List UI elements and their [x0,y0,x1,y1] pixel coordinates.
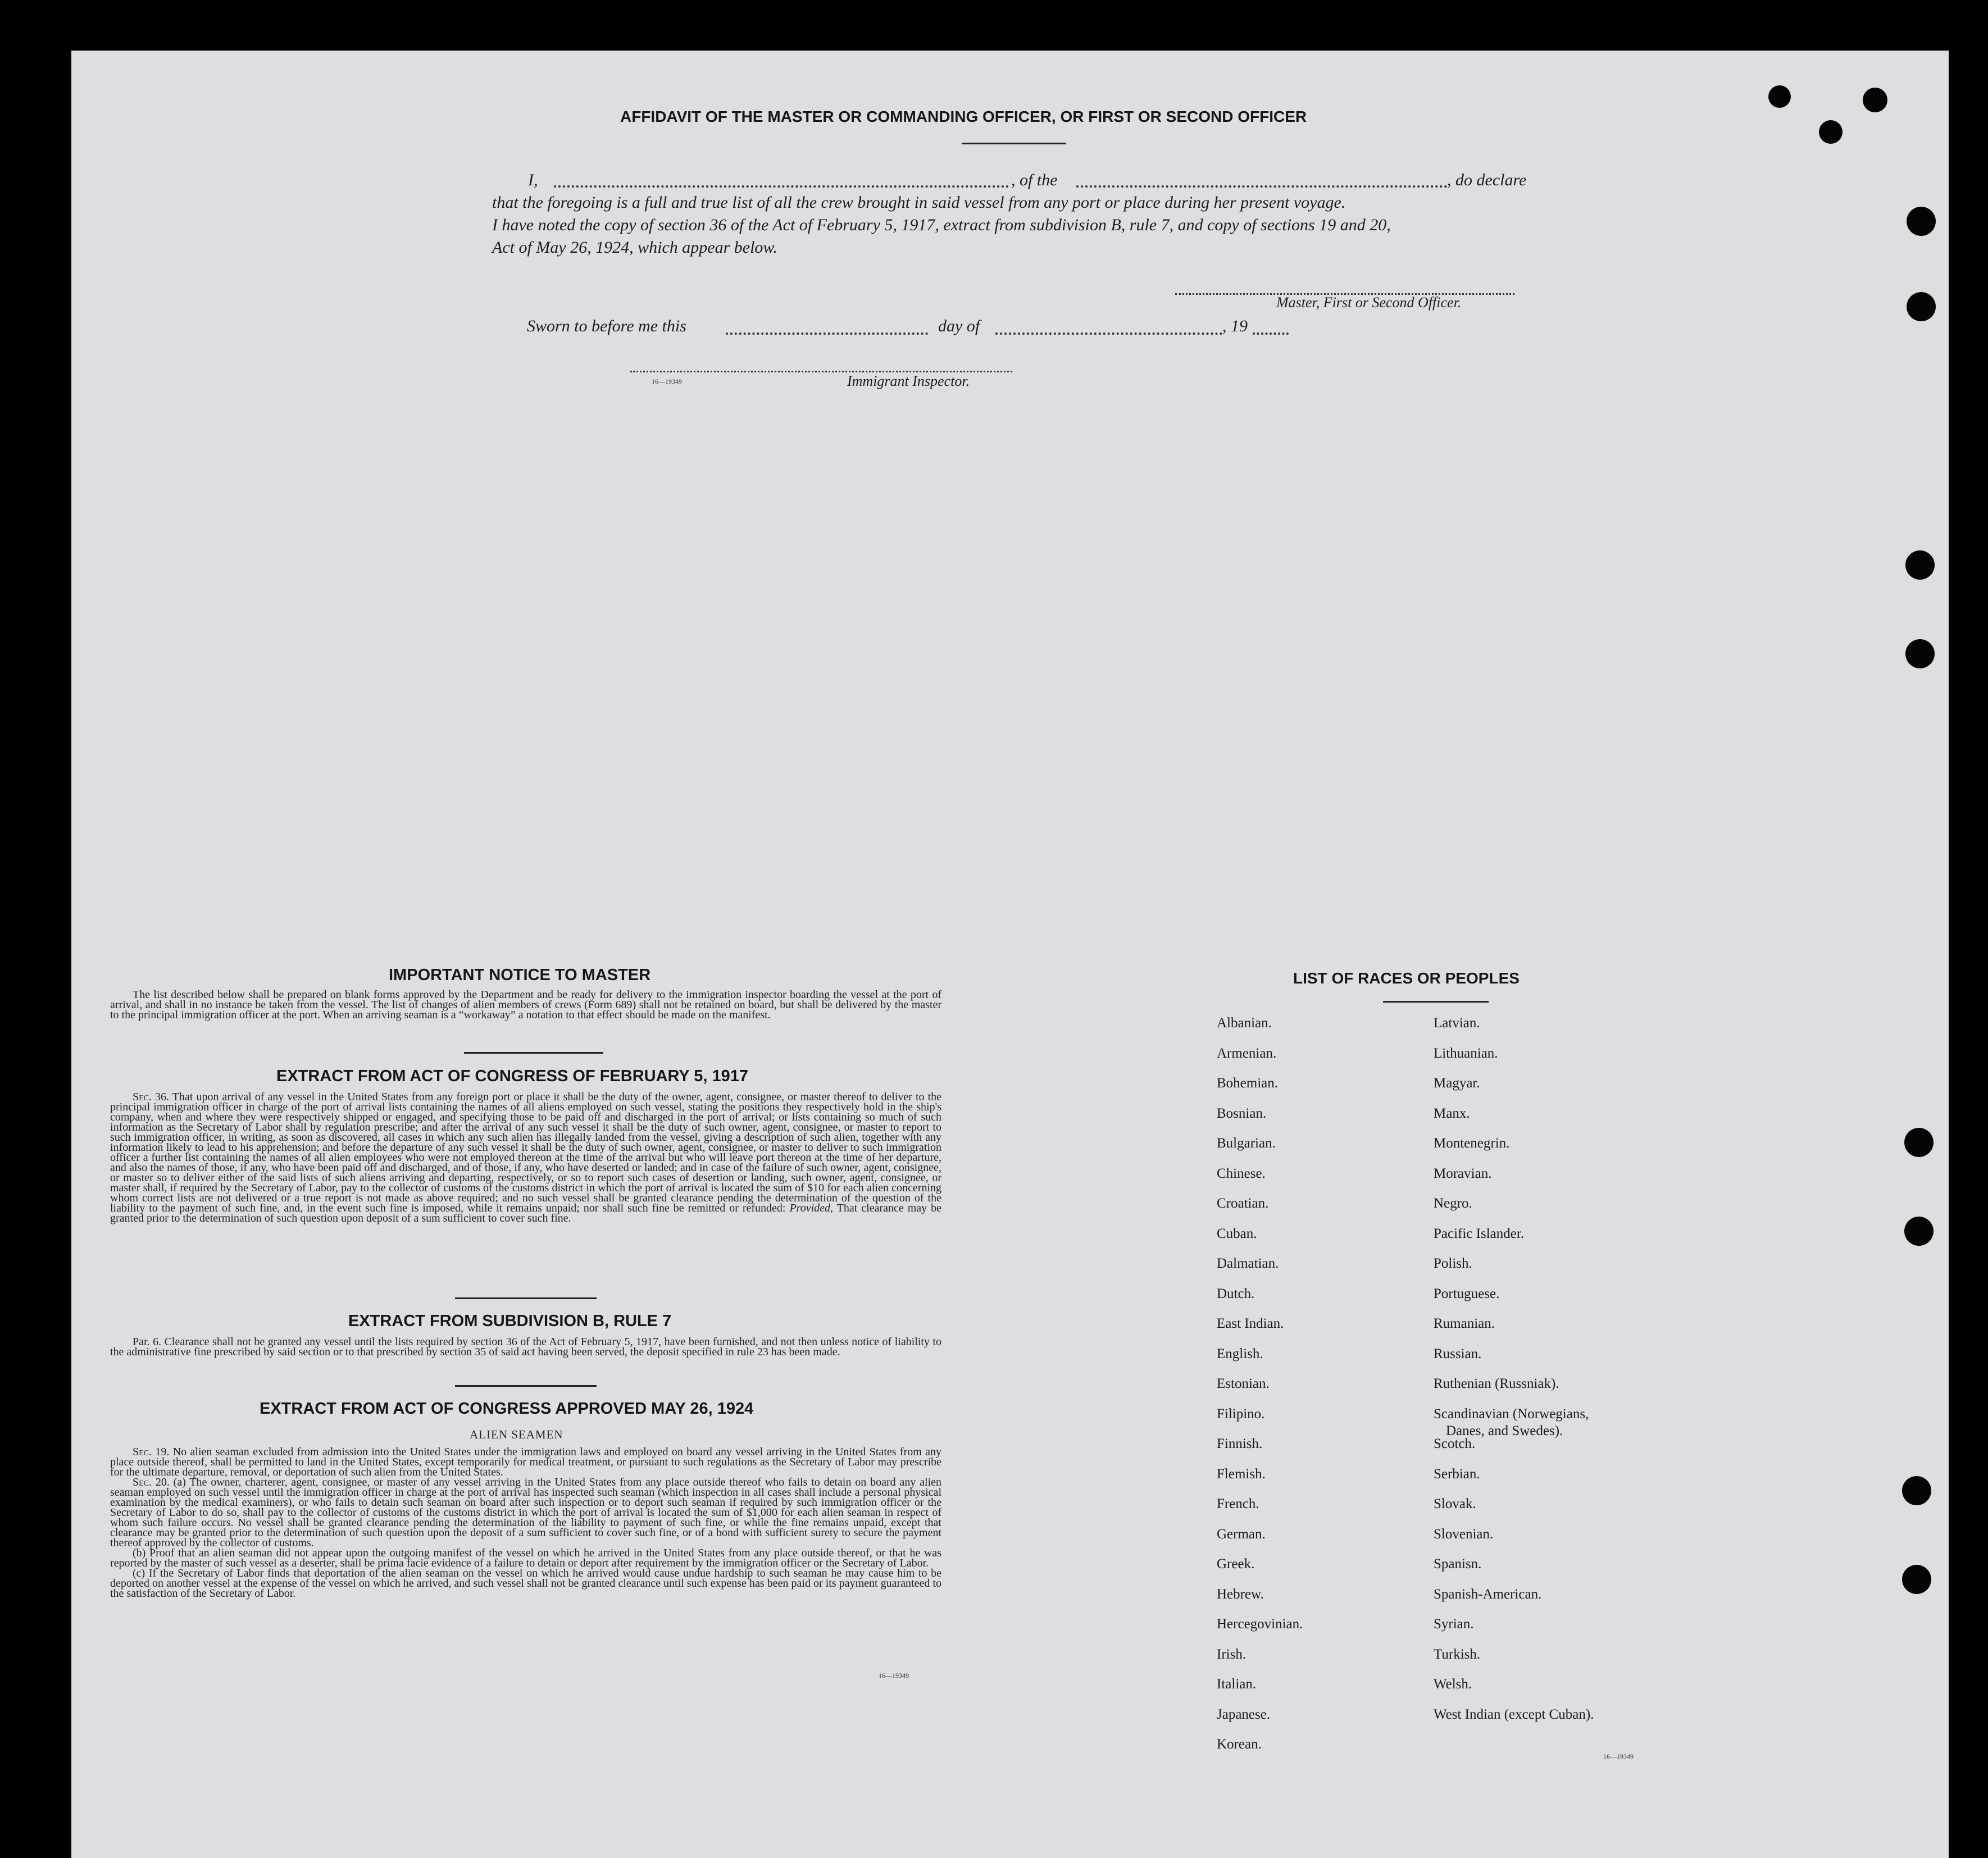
affidavit-form-number: 16—19349 [652,377,682,385]
binder-hole [1768,85,1791,108]
affidavit-line-3: I have noted the copy of section 36 of the Act of February 5, 1917, extract from subdivision B, rule 7, and copy of sections 19 and 20, [492,216,1391,234]
binder-hole [1905,639,1935,668]
binder-hole [1907,207,1936,236]
sec-36-label: Sec. 36. [133,1091,170,1103]
race-item: Albanian. [1217,1015,1272,1031]
sec-19-label: Sec. 19. [133,1446,170,1458]
races-form-number: 16—19349 [1603,1752,1634,1760]
binder-hole [1905,550,1935,580]
race-item: Syrian. [1434,1616,1474,1632]
of-the-label: , of the [1011,171,1058,189]
race-item: Welsh. [1434,1677,1472,1692]
day-of-label: day of [938,317,980,335]
binder-hole [1902,1565,1931,1594]
sec-19-text: No alien seaman excluded from admission into the United States under the immigration laws and employed on board any vessel arriving in the United States from any place outside thereof, shall be permitted to land in the United States, except temporarily for medical treatment, or pursuant to such regulations as the Secretary of Labor may prescribe for the ultimate departure, removal, or deportation of such alien from the United States. [110,1446,941,1478]
extract-rule7-title: EXTRACT FROM SUBDIVISION B, RULE 7 [348,1312,672,1330]
race-item: Scotch. [1434,1436,1476,1451]
race-item: Filipino. [1217,1406,1265,1422]
race-item: Slovak. [1434,1496,1476,1511]
notice-text: The list described below shall be prepared on blank forms approved by the Department and be ready for delivery to the immigration inspector boarding the vessel at the port of arrival, and shall in no instance be taken from the vessel. The list of changes of alien members of crews (Form 689) shall not be retained on board, but shall be delivered by the master to the principal immigration officer at the port. When an arriving seaman is a “workaway” a notation to that effect should be made on the manifest. [110,989,941,1021]
year-blank[interactable] [1253,333,1289,335]
race-item: Hercegovinian. [1217,1616,1303,1632]
notice-body [110,990,941,1020]
binder-hole [1819,120,1843,144]
race-item: Dutch. [1217,1286,1255,1301]
race-item: German. [1217,1527,1266,1542]
race-item: Scandinavian (Norwegians, [1434,1406,1589,1422]
race-item: Montenegrin. [1434,1136,1510,1151]
race-item: Pacific Islander. [1434,1226,1525,1241]
alien-seamen-subtitle: ALIEN SEAMEN [470,1428,563,1441]
race-item: East Indian. [1217,1316,1284,1331]
binder-hole [1904,1217,1934,1246]
binder-hole [1902,1476,1931,1505]
race-item: Rumanian. [1434,1316,1495,1331]
race-item: Hebrew. [1217,1587,1264,1602]
race-item: Manx. [1434,1106,1470,1121]
race-item: Chinese. [1217,1166,1266,1181]
name-blank[interactable] [554,185,1009,188]
race-item: Negro. [1434,1196,1472,1211]
race-item: West Indian (except Cuban). [1434,1707,1594,1722]
sec-20b-text: (b) Proof that an alien seaman did not appear upon the outgoing manifest of the vessel on which he arrived in the United States from any place outside thereof, or that he was reported by the master of such vessel as a deserter, shall be prima facie evidence of a failure to detain or deport after requirement by the immigration officer or the Secretary of Labor. [110,1547,941,1569]
race-item: Bosnian. [1217,1106,1267,1121]
section-divider [455,1297,597,1299]
race-item: Bulgarian. [1217,1136,1276,1151]
signature-label: Master, First or Second Officer. [1276,294,1462,311]
provided-label: Provided, [789,1202,834,1214]
race-item: Spanisn. [1434,1556,1482,1572]
sec-36-text: That upon arrival of any vessel in the United States from any foreign port or place it shall be the duty of the owner, agent, consignee, or master thereof to deliver to the principal immigration officer in charge of the port of arrival lists containing the names of all aliens employed on such vessel, stating the positions they respectively hold in the ship's company, when and where they were respectively shipped or engaged, and specifying those to be paid off and discharged in the port of arrival; or lists containing so much of such information as the Secretary of Labor shall by regulation prescribe; and after the arrival of any such vessel it shall be the duty of such owner, agent, consignee, or master to report to such immigration officer, in writing, as soon as discovered, all cases in which any such alien has illegally landed from the vessel, giving a description of such alien, together with any information likely to lead to his apprehension; and before the departure of any such vessel it shall be the duty of such owner, agent, consignee, or master to deliver to such immigration officer a further list containing the names of all alien employees who were not employed thereon at the time of the arrival but who will leave port thereon at the time of her departure, and also the names of those, if any, who have been paid off and discharged, and of those, if any, who have deserted or landed; and in case of the failure of such owner, agent, consignee, or master so to deliver either of the said lists of such aliens arriving and departing, respectively, or so to report such cases of desertion or landing, such owner, agent, consignee, or master shall, if required by the Secretary of Labor, pay to the collector of customs of the customs district in which the port of arrival is located the sum of $10 for each alien concerning whom correct lists are not delivered or a true report is not made as above required; and no such vessel shall be granted clearance pending the determination of the question of the liability to the payment of such fine, and, in the event such fine is imposed, while it remains unpaid; nor shall such fine be remitted or refunded: [110,1091,942,1214]
race-item: Croatian. [1217,1196,1269,1211]
extract-1917-body [110,1092,941,1223]
sec-20a-text: (a) The owner, charterer, agent, consignee, or master of any vessel arriving in the United States from any place outside thereof who fails to detain on board any alien seaman employed on such vessel until the immigration officer in charge at the port of arrival has inspected such seaman (which inspection in all cases shall include a personal physical examination by the medical examiners), or who fails to detain such seaman on board after such inspection or to deport such seaman if required by such immigration officer or the Secretary of Labor to do so, shall pay to the collector of customs of the customs district in which the port of arrival is located the sum of $1,000 for each alien seaman in respect of whom such failure occurs. No vessel shall be granted clearance pending the determination of the liability to payment of such fine, or while the fine remains unpaid, except that clearance may be granted prior to the determination of such question upon the deposit of a sum sufficient to cover such fine, or of a bond with sufficient surety to secure the payment thereof approved by the collector of customs. [110,1476,942,1549]
sec-20c-text: (c) If the Secretary of Labor finds that deportation of the alien seaman on the vessel on which he arrived would cause undue hardship to such seaman he may cause him to be deported on another vessel at the expense of the vessel on which he arrived, and such vessel shall not be granted clearance until such expense has been paid or its payment guaranteed to the satisfaction of the Secretary of Labor. [110,1567,941,1600]
race-item: Dalmatian. [1217,1256,1279,1271]
race-item: Estonian. [1217,1376,1270,1391]
sworn-month-blank[interactable] [995,333,1222,335]
section-divider [464,1052,603,1054]
affidavit-i-label: I, [528,171,538,189]
affidavit-line-2: that the foregoing is a full and true list of all the crew brought in said vessel from any port or place during her present voyage. [492,193,1346,212]
race-item: Russian. [1434,1346,1482,1361]
race-item: Turkish. [1434,1647,1481,1662]
race-item: Portuguese. [1434,1286,1500,1301]
sec-20-label: Sec. 20. [133,1476,170,1488]
race-item: Slovenian. [1434,1527,1494,1542]
race-item: Korean. [1217,1737,1262,1752]
race-item: Ruthenian (Russniak). [1434,1376,1559,1391]
sec-36-end: That clearance may be granted prior to the determination of such question upon deposit of a sum sufficient to cover such fine. [110,1202,941,1224]
binder-hole [1904,1128,1934,1157]
binder-hole [1907,292,1936,321]
race-item: Cuban. [1217,1226,1257,1241]
extract-1924-body [110,1447,941,1599]
race-item: Greek. [1217,1556,1255,1572]
notice-title: IMPORTANT NOTICE TO MASTER [389,966,651,984]
title-underline [962,143,1066,144]
race-item: Latvian. [1434,1015,1480,1031]
affidavit-line-4: Act of May 26, 1924, which appear below. [492,238,777,257]
race-item: Italian. [1217,1677,1257,1692]
sworn-label: Sworn to before me this [527,317,686,335]
race-item: Lithuanian. [1434,1046,1498,1061]
race-item: Armenian. [1217,1046,1277,1061]
race-item: Magyar. [1434,1076,1480,1091]
year-label: , 19 [1222,317,1248,335]
race-item: Danes, and Swedes). [1446,1423,1563,1438]
race-item: Japanese. [1217,1707,1271,1722]
extract-rule7-body [110,1337,941,1357]
race-item: Polish. [1434,1256,1472,1271]
races-title-underline [1383,1001,1489,1003]
extract-form-number: 16—19349 [879,1672,909,1679]
race-item: Spanish-American. [1434,1587,1542,1602]
race-item: Flemish. [1217,1467,1266,1482]
race-item: English. [1217,1346,1263,1361]
races-title: LIST OF RACES OR PEOPLES [1293,969,1520,987]
inspector-signature-blank[interactable] [630,371,1012,372]
affidavit-title: AFFIDAVIT OF THE MASTER OR COMMANDING OFFICER, OR FIRST OR SECOND OFFICER [620,108,1307,125]
race-item: Finnish. [1217,1436,1263,1451]
race-item: French. [1217,1496,1259,1511]
extract-1924-title: EXTRACT FROM ACT OF CONGRESS APPROVED MAY 26, 1924 [260,1400,754,1418]
sworn-day-blank[interactable] [726,333,928,335]
race-item: Moravian. [1434,1166,1492,1181]
binder-hole [1863,88,1887,112]
race-item: Serbian. [1434,1467,1480,1482]
vessel-blank[interactable] [1076,185,1447,188]
section-divider [455,1385,597,1387]
race-item: Bohemian. [1217,1076,1279,1091]
race-item: Irish. [1217,1647,1247,1662]
declare-label: , do declare [1447,171,1527,189]
extract-1917-title: EXTRACT FROM ACT OF CONGRESS OF FEBRUARY 5, 1917 [276,1067,749,1085]
par-6-text: Par. 6. Clearance shall not be granted any vessel until the lists required by section 36 of the Act of February 5, 1917, have been furnished, and not then unless notice of liability to the administrative fine prescribed by said section or to that prescribed by section 35 of said act having been served, the deposit specified in rule 23 has been made. [110,1336,941,1358]
inspector-label: Immigrant Inspector. [847,373,970,389]
